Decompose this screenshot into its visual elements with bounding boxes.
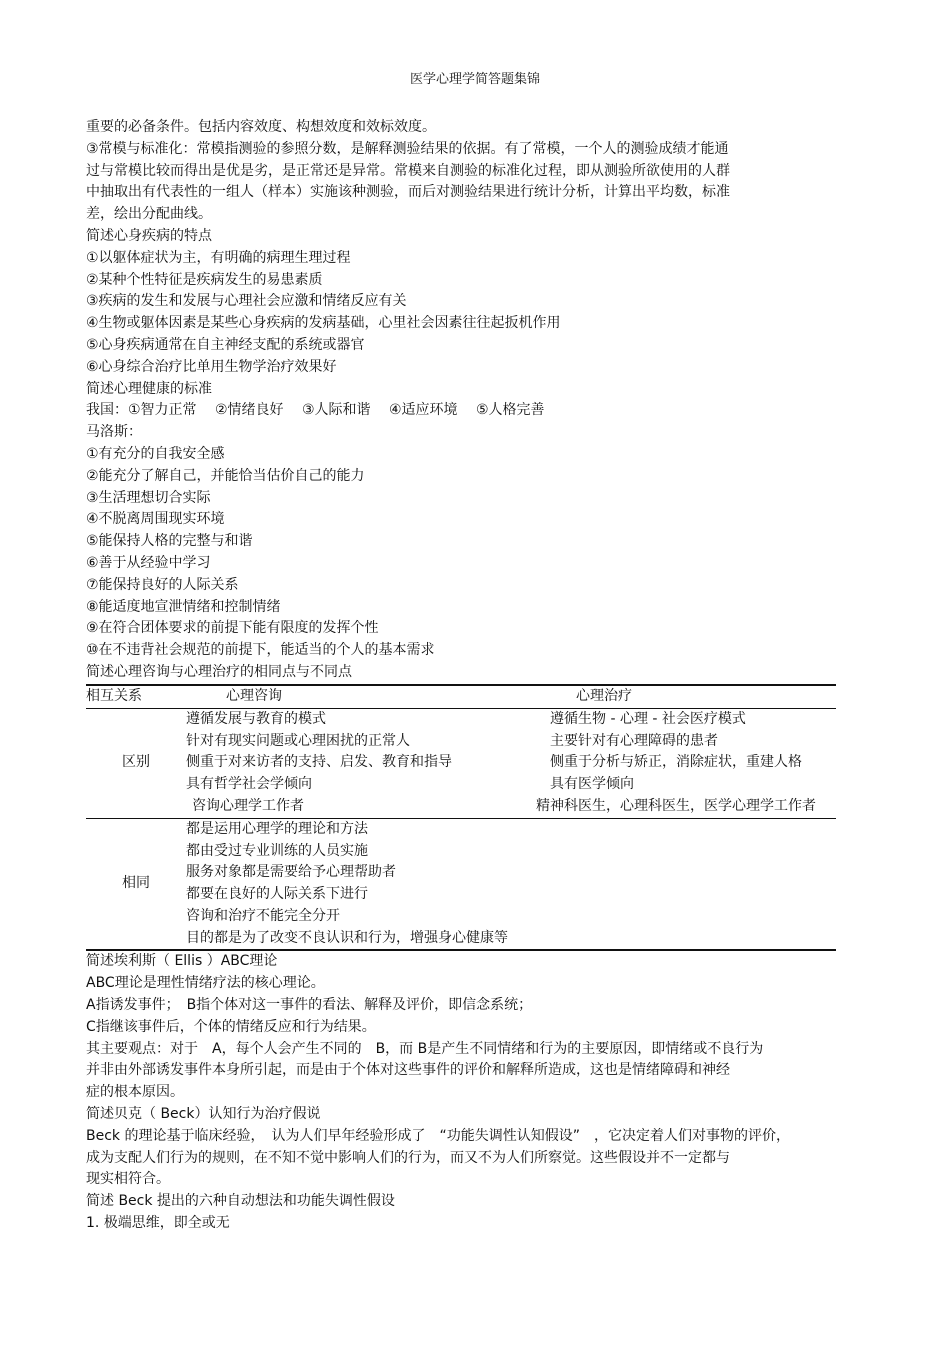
section-heading: 简述心身疾病的特点 [86, 227, 212, 244]
text-line: 中抽取出有代表性的一组人（样本）实施该种测验，而后对测验结果进行统计分析，计算出平均数，标准 [86, 184, 730, 201]
table-cell: 侧重于对来访者的支持、启发、教育和指导 [186, 754, 452, 771]
list-item: ①以躯体症状为主，有明确的病理生理过程 [86, 249, 351, 266]
text-line: C指继该事件后，个体的情绪反应和行为结果。 [86, 1018, 376, 1035]
diff-group-label: 区别 [122, 754, 150, 771]
text-line: 过与常模比较而得出是优是劣，是正常还是异常。常模来自测验的标准化过程，即从测验所欲使用的人群 [86, 162, 730, 179]
table-header-counseling: 心理咨询 [186, 685, 536, 709]
document-body [86, 117, 856, 1235]
section-heading: 简述 Beck 提出的六种自动想法和功能失调性假设 [86, 1193, 395, 1210]
comparison-table [86, 684, 836, 952]
table-cell: 主要针对有心理障碍的患者 [550, 732, 718, 749]
list-item: 1. 极端思维，即全或无 [86, 1215, 230, 1232]
list-item: ⑨在符合团体要求的前提下能有限度的发挥个性 [86, 620, 379, 637]
table-row [86, 862, 836, 884]
table-cell: 咨询心理学工作者 [192, 797, 304, 814]
table-cell: 服务对象都是需要给予心理帮助者 [186, 864, 396, 881]
list-item: ③生活理想切合实际 [86, 489, 211, 506]
text-line: 差，绘出分配曲线。 [86, 206, 212, 223]
list-item: ⑥善于从经验中学习 [86, 554, 211, 571]
table-cell: 精神科医生，心理科医生，医学心理学工作者 [536, 797, 816, 814]
table-cell: 都是运用心理学的理论和方法 [186, 818, 836, 840]
table-cell: 侧重于分析与矫正，消除症状，重建人格 [550, 754, 802, 771]
table-row [86, 841, 836, 863]
text-line: 我国：①智力正常 ②情绪良好 ③人际和谐 ④适应环境 ⑤人格完善 [86, 402, 545, 419]
table-cell: 针对有现实问题或心理困扰的正常人 [186, 732, 410, 749]
list-item: ④生物或躯体因素是某些心身疾病的发病基础，心里社会因素往往起扳机作用 [86, 315, 561, 332]
section-heading: 简述贝克（ Beck）认知行为治疗假说 [86, 1106, 321, 1123]
section-heading: 简述心理咨询与心理治疗的相同点与不同点 [86, 663, 352, 680]
table-row [86, 752, 836, 774]
list-item: ⑦能保持良好的人际关系 [86, 576, 239, 593]
table-header-relation: 相互关系 [86, 685, 186, 709]
text-line: 现实相符合。 [86, 1171, 170, 1188]
page-header: 医学心理学简答题集锦 [409, 72, 540, 87]
top-section [86, 117, 856, 684]
text-line: 并非由外部诱发事件本身所引起，而是由于个体对这些事件的评价和解释所造成，这也是情绪障碍和神经 [86, 1062, 730, 1079]
list-item: ①有充分的自我安全感 [86, 445, 225, 462]
table-row [86, 774, 836, 796]
list-item: ⑤心身疾病通常在自主神经支配的系统或器官 [86, 336, 365, 353]
list-item: ②能充分了解自己，并能恰当估价自己的能力 [86, 467, 365, 484]
text-line: A指诱发事件； B指个体对这一事件的看法、解释及评价，即信念系统； [86, 997, 533, 1014]
table-row [86, 928, 836, 951]
table-row [86, 906, 836, 928]
section-heading: 简述心理健康的标准 [86, 380, 212, 397]
text-line: 成为支配人们行为的规则，在不知不觉中影响人们的行为，而又不为人们所察觉。这些假设并不一定都与 [86, 1149, 730, 1166]
text-line: ③常模与标准化：常模指测验的参照分数，是解释测验结果的依据。有了常模，一个人的测验成绩才能通 [86, 140, 729, 157]
list-item: ⑤能保持人格的完整与和谐 [86, 533, 253, 550]
text-line: 症的根本原因。 [86, 1084, 184, 1101]
list-item: ⑧能适度地宣泄情绪和控制情绪 [86, 598, 281, 615]
text-line: 其主要观点：对于 A，每个人会产生不同的 B，而 B是产生不同情绪和行为的主要原因，即情绪或不良行为 [86, 1040, 764, 1057]
table-cell: 遵循生物 - 心理 - 社会医疗模式 [550, 710, 746, 727]
list-item: ②某种个性特征是疾病发生的易患素质 [86, 271, 323, 288]
bottom-section [86, 951, 856, 1234]
table-header-row [86, 685, 836, 709]
text-line: 重要的必备条件。包括内容效度、构想效度和效标效度。 [86, 119, 436, 135]
table-row [86, 796, 836, 818]
table-row [86, 731, 836, 753]
table-cell: 遵循发展与教育的模式 [186, 710, 326, 727]
table-cell: 都要在良好的人际关系下进行 [186, 886, 368, 903]
table-cell: 具有医学倾向 [550, 776, 634, 793]
table-row [86, 708, 836, 730]
list-item: ③疾病的发生和发展与心理社会应激和情绪反应有关 [86, 293, 407, 310]
text-line: Beck 的理论基于临床经验， 认为人们早年经验形成了 “功能失调性认知假设” ，它决定着人们对事物的评价， [86, 1127, 790, 1144]
table-cell: 目的都是为了改变不良认识和行为，增强身心健康等 [186, 929, 508, 946]
section-heading: 简述埃利斯（ Ellis ）ABC理论 [86, 953, 278, 970]
table-row [86, 818, 836, 840]
table-header-therapy: 心理治疗 [536, 685, 836, 709]
table-row [86, 884, 836, 906]
table-cell: 都由受过专业训练的人员实施 [186, 842, 368, 859]
table-cell: 咨询和治疗不能完全分开 [186, 907, 340, 924]
same-group-label: 相同 [86, 818, 186, 950]
list-item: ⑥心身综合治疗比单用生物学治疗效果好 [86, 358, 337, 375]
text-line: 马洛斯： [86, 424, 142, 441]
table-cell: 具有哲学社会学倾向 [186, 776, 312, 793]
text-line: ABC理论是理性情绪疗法的核心理论。 [86, 975, 325, 992]
list-item: ⑩在不违背社会规范的前提下，能适当的个人的基本需求 [86, 642, 435, 659]
list-item: ④不脱离周围现实环境 [86, 511, 225, 528]
